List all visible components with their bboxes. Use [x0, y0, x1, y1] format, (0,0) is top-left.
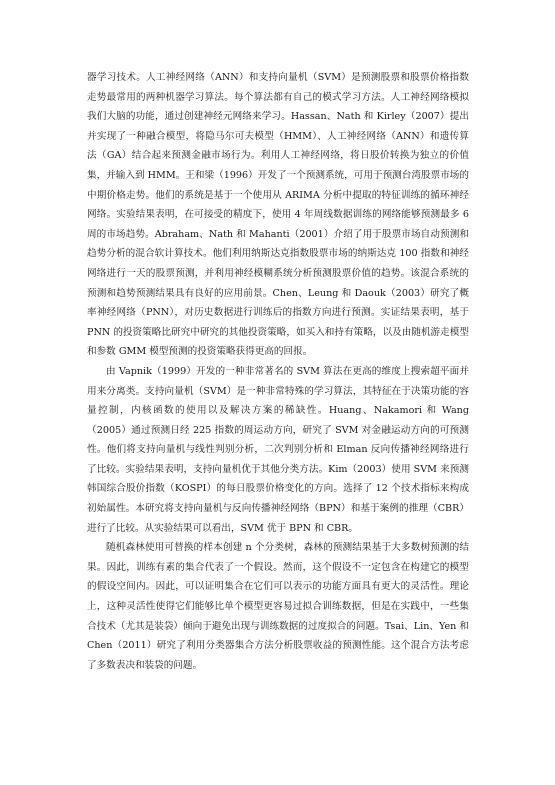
paragraph-svm: 由 Vapnik（1999）开发的一种非常著名的 SVM 算法在更高的维度上搜索超平面并用来分离类。支持向量机（SVM）是一种非常特殊的学习算法，其特征在于决策功能的容量控制，内核函数的使用以及解决方案的稀缺性。Huang、Nakamori 和 Wang（2005）通过预测日经 225 指数的周运动方向，研究了 SVM 对金融运动方向的可预测性。他们将支持向量机与线性判别分析，二次判别分析和 Elman 反向传播神经网络进行了比较。实验结果表明，支持向量机优于其他分类方法。Kim（2003）使用 SVM 来预测韩国综合股价指数（KOSPI）的每日股票价格变化的方向。选择了 12 个技术指标来构成初始属性。本研究将支持向量机与反向传播神经网络（BPN）和基于案例的推理（CBR）进行了比较。从实验结果可以看出，SVM 优于 BPN 和 CBR。 — [87, 365, 469, 534]
paragraph-ml-techniques: 器学习技术。人工神经网络（ANN）和支持向量机（SVM）是预测股票和股票价格指数走势最常用的两种机器学习算法。每个算法都有自己的模式学习方法。人工神经网络模拟我们大脑的功能，通过创建神经元网络来学习。Hassan、Nath 和 Kirley（2007）提出并实现了一种融合模型，将隐马尔可夫模型（HMM）、人工神经网络（ANN）和遗传算法（GA）结合起来预测金融市场行为。利用人工神经网络，将日股价转换为独立的价值集，并输入到 HMM。王和梁（1996）开发了一个预测系统，可用于预测台湾股票市场的中期价格走势。他们的系统是基于一个使用从 ARIMA 分析中提取的特征训练的循环神经网络。实验结果表明，在可接受的精度下，使用 4 年周线数据训练的网络能够预测最多 6 周的市场趋势。Abraham、Nath 和 Mahanti（2001）介绍了用于股票市场自动预测和趋势分析的混合软计算技术。他们利用纳斯达克指数股票市场的纳斯达克 100 指数和神经网络进行一天的股票预测，并利用神经模糊系统分析预测股票价值的趋势。该混合系统的预测和趋势预测结果具有良好的应用前景。Chen、Leung 和 Daouk（2003）研究了概率神经网络（PNN），对历史数据进行训练后的指数方向进行预测。实证结果表明，基于 PNN 的投资策略比研究中研究的其他投资策略，如买入和持有策略，以及由随机游走模型和参数 GMM 模型预测的投资策略获得更高的回报。 — [87, 72, 469, 358]
paragraph-random-forest: 随机森林使用可替换的样本创建 n 个分类树，森林的预测结果基于大多数树预测的结果。因此，训练有素的集合代表了一个假设。然而，这个假设不一定包含在构建它的模型的假设空间内。因此，可以证明集合在它们可以表示的功能方面具有更大的灵活性。理论上，这种灵活性使得它们能够比单个模型更容易过拟合训练数据，但是在实践中，一些集合技术（尤其是装袋）倾向于避免出现与训练数据的过度拟合的问题。Tsai、Lin、Yen 和 Chen（2011）研究了利用分类器集合方法分析股票收益的预测性能。这个混合方法考虑了多数表决和装袋的问题。 — [87, 542, 469, 671]
body-text — [87, 68, 469, 675]
